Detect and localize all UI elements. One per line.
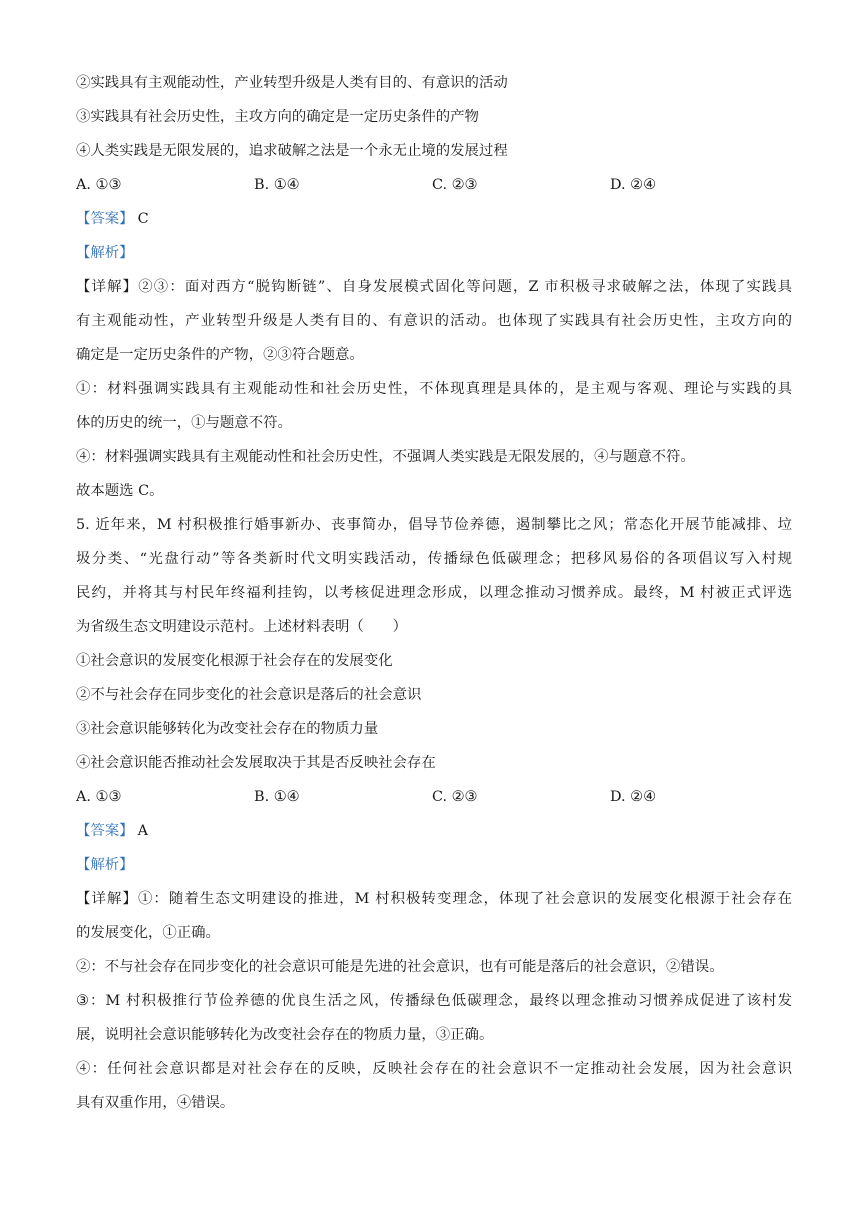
q5-detail-line-1 bbox=[76, 882, 792, 916]
q5-explain-3-line-2: 展，说明社会意识能够转化为改变社会存在的物质力量，③正确。 bbox=[76, 1027, 494, 1043]
q5-option-2: ②不与社会存在同步变化的社会意识是落后的社会意识 bbox=[76, 687, 422, 703]
q4-detail-line-3: 确定是一定历史条件的产物，②③符合题意。 bbox=[76, 347, 364, 363]
q5-choices bbox=[76, 780, 792, 814]
q5-answer-value: A bbox=[137, 823, 148, 839]
q5-detail-text-1: ①：随着生态文明建设的推进，M 村积极转变理念，体现了社会意识的发展变化根源于社会存在 bbox=[137, 891, 792, 907]
q4-choice-b: B. ①④ bbox=[254, 177, 300, 193]
q5-choice-c: C. ②③ bbox=[432, 789, 478, 805]
q4-analysis bbox=[76, 236, 792, 270]
q4-detail-text-1: ②③：面对西方“脱钩断链”、自身发展模式固化等问题，Z 市积极寻求破解之法，体现了实践具 bbox=[138, 279, 792, 295]
q4-answer-value: C bbox=[137, 211, 149, 227]
q5-choice-d: D. ②④ bbox=[610, 789, 656, 805]
q4-detail-line-2: 有主观能动性，产业转型升级是人类有目的、有意识的活动。也体现了实践具有社会历史性，主攻方向的 bbox=[76, 313, 792, 329]
q4-detail-label: 【详解】 bbox=[76, 279, 139, 295]
q5-stem-line-3: 民约，并将其与村民年终福利挂钩，以考核促进理念形成，以理念推动习惯养成。最终，M 村被正式评选 bbox=[76, 585, 792, 601]
q5-option-4: ④社会意识能否推动社会发展取决于其是否反映社会存在 bbox=[76, 755, 436, 771]
q4-explain-1-line-1: ①：材料强调实践具有主观能动性和社会历史性，不体现真理是具体的，是主观与客观、理论与实践的具 bbox=[76, 381, 792, 397]
q4-choice-d: D. ②④ bbox=[610, 177, 656, 193]
q4-explain-4: ④：材料强调实践具有主观能动性和社会历史性，不强调人类实践是无限发展的，④与题意不符。 bbox=[76, 449, 695, 465]
q5-stem-line-1: 5. 近年来，M 村积极推行婚事新办、丧事简办，倡导节俭养德，遏制攀比之风；常态化开展节能减排、垃 bbox=[76, 517, 792, 533]
q4-choice-a: A. ①③ bbox=[76, 177, 122, 193]
q4-answer-label: 【答案】 bbox=[76, 211, 134, 227]
q4-option-3: ③实践具有社会历史性，主攻方向的确定是一定历史条件的产物 bbox=[76, 109, 479, 125]
q5-explain-4-line-1: ④：任何社会意识都是对社会存在的反映，反映社会存在的社会意识不一定推动社会发展，因为社会意识 bbox=[76, 1061, 792, 1077]
q5-detail-label: 【详解】 bbox=[76, 891, 138, 907]
q5-explain-4-line-2: 具有双重作用，④错误。 bbox=[76, 1095, 235, 1111]
q5-stem-line-2: 圾分类、“光盘行动”等各类新时代文明实践活动，传播绿色低碳理念；把移风易俗的各项倡议写入村规 bbox=[76, 551, 792, 567]
q5-answer-label: 【答案】 bbox=[76, 823, 134, 839]
q5-explain-3-line-1: ③：M 村积极推行节俭养德的优良生活之风，传播绿色低碳理念，最终以理念推动习惯养成促进了该村发 bbox=[76, 993, 792, 1009]
q5-choice-a: A. ①③ bbox=[76, 789, 122, 805]
q4-answer bbox=[76, 202, 792, 236]
q4-explain-1-line-2: 体的历史的统一，①与题意不符。 bbox=[76, 415, 292, 431]
q4-option-4: ④人类实践是无限发展的，追求破解之法是一个永无止境的发展过程 bbox=[76, 143, 508, 159]
q5-analysis bbox=[76, 848, 792, 882]
q5-answer bbox=[76, 814, 792, 848]
q5-option-3: ③社会意识能够转化为改变社会存在的物质力量 bbox=[76, 721, 379, 737]
q5-option-1: ①社会意识的发展变化根源于社会存在的发展变化 bbox=[76, 653, 393, 669]
q4-option-2: ②实践具有主观能动性，产业转型升级是人类有目的、有意识的活动 bbox=[76, 75, 508, 91]
q4-analysis-label: 【解析】 bbox=[76, 245, 134, 261]
q4-choices bbox=[76, 168, 792, 202]
q5-explain-2: ②：不与社会存在同步变化的社会意识可能是先进的社会意识，也有可能是落后的社会意识，②错误。 bbox=[76, 959, 724, 975]
q4-choice-c: C. ②③ bbox=[432, 177, 478, 193]
q4-conclusion: 故本题选 C。 bbox=[76, 483, 164, 499]
q4-detail-line-1 bbox=[76, 270, 792, 304]
q5-analysis-label: 【解析】 bbox=[76, 857, 134, 873]
document-page bbox=[76, 66, 792, 1120]
q5-detail-line-2: 的发展变化，①正确。 bbox=[76, 925, 220, 941]
q5-choice-b: B. ①④ bbox=[254, 789, 300, 805]
q5-stem-line-4: 为省级生态文明建设示范村。上述材料表明（ ） bbox=[76, 619, 407, 635]
